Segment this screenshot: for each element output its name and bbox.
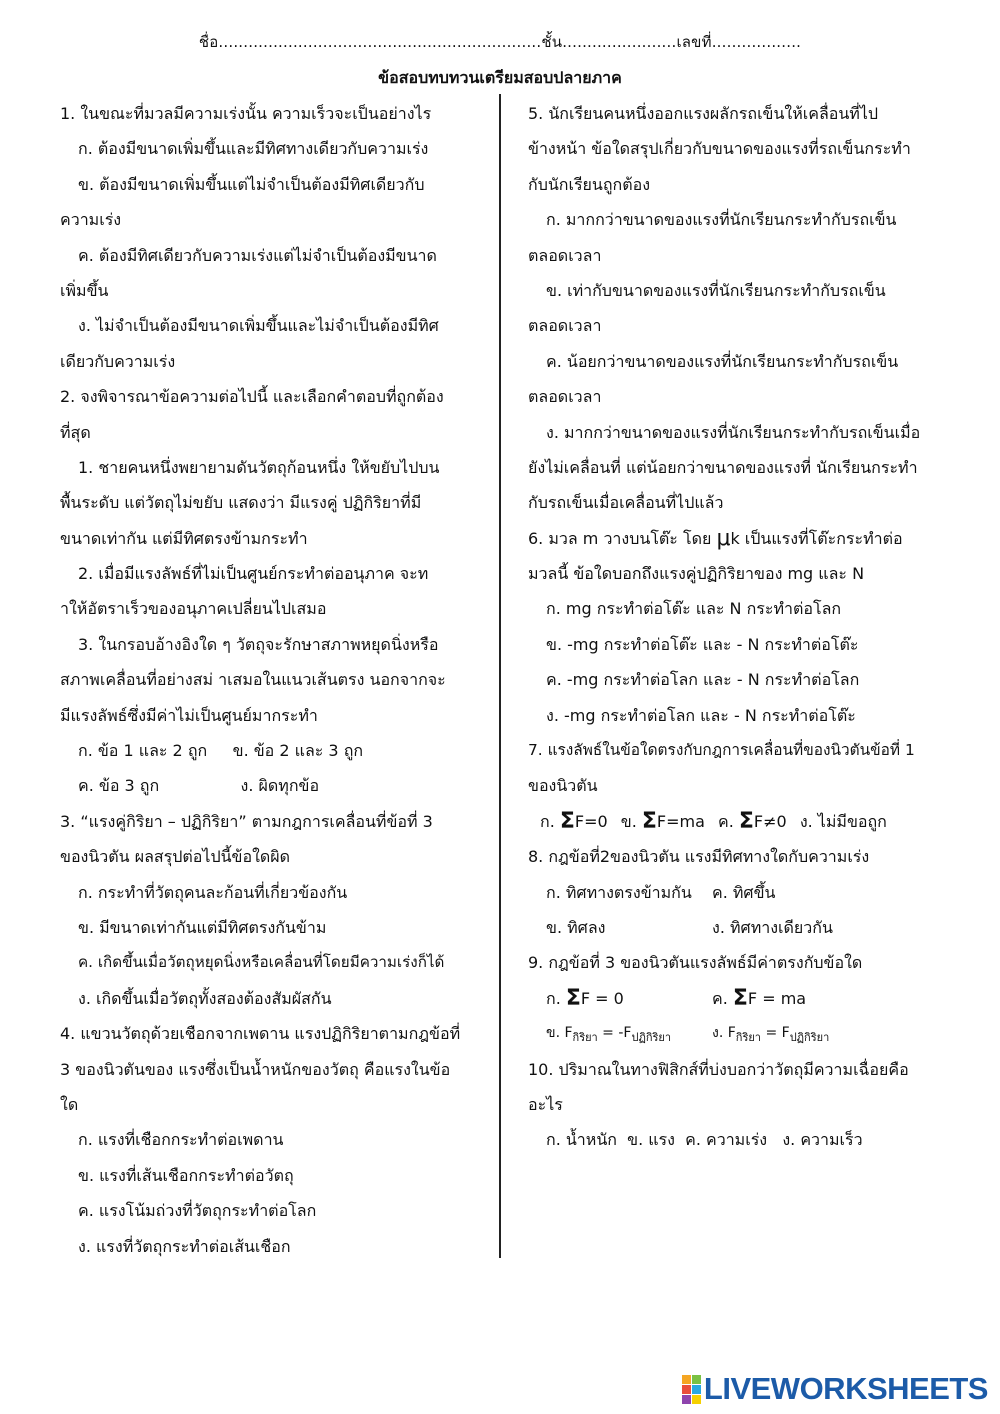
q4-choice-c: ค. แรงโน้มถ่วงที่วัตถุกระทำต่อโลก — [78, 1201, 317, 1221]
q9-choice-d-mid: = F — [761, 1025, 790, 1042]
q5-choice-c: ค. น้อยกว่าขนาดของแรงที่นักเรียนกระทำกับรถเข็น — [546, 351, 899, 371]
sigma-symbol: Σ — [738, 808, 754, 834]
q9-choice-d — [712, 1025, 830, 1044]
q6-stem-cont: มวลนี้ ข้อใดบอกถึงแรงคู่ปฏิกิริยาของ mg และ N — [528, 564, 865, 584]
q8-stem: 8. กฎข้อที่2ของนิวตัน แรงมีทิศทางใดกับความเร่ง — [528, 847, 870, 867]
q9-choice-c-label: ค. — [712, 988, 733, 1008]
q2-statement-1: 1. ชายคนหนึ่งพยายามดันวัตถุก้อนหนึ่ง ให้ขยับไปบน — [78, 457, 440, 477]
q2-statement-1-cont: พื้นระดับ แต่วัตถุไม่ขยับ แสดงว่า มีแรงคู่ ปฏิกิริยาที่มี — [60, 493, 422, 513]
q9-choice-b-sub2: ปฏิกิริยา — [631, 1030, 672, 1044]
logo-block — [692, 1385, 701, 1394]
q1-choice-d: ง. ไม่จำเป็นต้องมีขนาดเพิ่มขึ้นและไม่จำเป็นต้องมีทิศ — [78, 316, 439, 336]
q5-choice-a: ก. มากกว่าขนาดของแรงที่นักเรียนกระทำกับรถเข็น — [546, 210, 897, 230]
sigma-symbol: Σ — [732, 985, 748, 1011]
q9-choice-a-text: F = 0 — [580, 988, 624, 1008]
q5-stem-cont: ข้างหน้า ข้อใดสรุปเกี่ยวกับขนาดของแรงที่รถเข็นกระทำ — [528, 139, 911, 159]
q5-choice-a-cont: ตลอดเวลา — [528, 245, 602, 265]
liveworksheets-logo-text: LIVEWORKSHEETS — [703, 1371, 988, 1406]
logo-block — [682, 1375, 691, 1384]
q8-choice-c: ค. ทิศขึ้น — [712, 882, 776, 902]
q5-choice-d-cont: ยังไม่เคลื่อนที่ แต่น้อยกว่าขนาดของแรงที่ นักเรียนกระทำ — [528, 457, 918, 477]
q4-stem: 4. แขวนวัตถุด้วยเชือกจากเพดาน แรงปฏิกิริยาตามกฎข้อที่ — [60, 1024, 461, 1044]
q7-choice-a-text: F=0 — [574, 811, 608, 831]
q2-stem-cont: ที่สุด — [60, 422, 91, 442]
q4-choice-a: ก. แรงที่เชือกกระทำต่อเพดาน — [78, 1130, 284, 1150]
q9-choices-row1 — [528, 981, 948, 1016]
q8-choice-d: ง. ทิศทางเดียวกัน — [712, 917, 833, 937]
q5-stem-cont2: กับนักเรียนถูกต้อง — [528, 174, 651, 194]
q2-stem: 2. จงพิจารณาข้อความต่อไปนี้ และเลือกคำตอบที่ถูกต้อง — [60, 387, 444, 407]
q10-stem-cont: อะไร — [528, 1094, 563, 1114]
q9-choice-a-label: ก. — [546, 988, 566, 1008]
q7-choice-b-label: ข. — [620, 811, 642, 831]
q6-choice-c: ค. -mg กระทำต่อโลก และ - N กระทำต่อโลก — [546, 670, 860, 690]
q3-choice-a: ก. กระทำที่วัตถุคนละก้อนที่เกี่ยวข้องกัน — [78, 882, 348, 902]
q5-choice-b: ข. เท่ากับขนาดของแรงที่นักเรียนกระทำกับรถเข็น — [546, 280, 886, 300]
q3-stem: 3. “แรงคู่กิริยา – ปฏิกิริยา” ตามกฎการเคลื่อนที่ข้อที่ 3 — [60, 811, 433, 831]
q2-statement-3-cont: สภาพเคลื่อนที่อย่างสม่ าเสมอในแนวเส้นตรง นอกจากจะ — [60, 670, 446, 690]
q5-choice-b-cont: ตลอดเวลา — [528, 316, 602, 336]
q2-statement-2: 2. เมื่อมีแรงลัพธ์ที่ไม่เป็นศูนย์กระทำต่ออนุภาค จะท — [78, 564, 429, 584]
q8-choice-a: ก. ทิศทางตรงข้ามกัน — [546, 882, 692, 902]
student-info-line: ชื่อ.................................................................ชั้น.......................เลขที่.................. — [198, 33, 802, 51]
q7-choice-a-label: ก. — [540, 811, 560, 831]
logo-block — [682, 1395, 691, 1404]
q4-choice-b: ข. แรงที่เส้นเชือกกระทำต่อวัตถุ — [78, 1165, 294, 1185]
q6-choice-b: ข. -mg กระทำต่อโต๊ะ และ - N กระทำต่อโต๊ะ — [546, 634, 859, 654]
q7-choice-c-text: F≠0 — [753, 811, 787, 831]
q4-stem-cont: 3 ของนิวตันของ แรงซึ่งเป็นน้ำหนักของวัตถุ คือแรงในข้อ — [60, 1059, 451, 1079]
q8-choices-row2 — [528, 910, 948, 945]
q9-choice-b-mid: = -F — [597, 1025, 632, 1042]
q9-choice-b — [546, 1016, 712, 1055]
q2-choices-cd: ค. ข้อ 3 ถูก ง. ผิดทุกข้อ — [78, 776, 320, 796]
q6-stem-pre: 6. มวล m วางบนโต๊ะ โดย — [528, 528, 717, 548]
liveworksheets-logo[interactable] — [682, 1372, 988, 1406]
q2-statement-1-cont2: ขนาดเท่ากัน แต่มีทิศตรงข้ามกระทำ — [60, 528, 308, 548]
q7-choice-d: ง. ไม่มีขอถูก — [799, 811, 887, 831]
q8-choices-row1 — [528, 875, 948, 910]
q9-choice-b-sub1: กิริยา — [572, 1030, 598, 1044]
q9-choice-a — [546, 981, 712, 1016]
q7-choices — [528, 804, 948, 839]
q1-choice-c-cont: เพิ่มขึ้น — [60, 280, 109, 300]
q9-stem: 9. กฎข้อที่ 3 ของนิวตันแรงลัพธ์มีค่าตรงกับข้อใด — [528, 953, 863, 973]
q1-choice-b: ข. ต้องมีขนาดเพิ่มขึ้นแต่ไม่จำเป็นต้องมีทิศเดียวกับ — [78, 174, 425, 194]
q9-choice-c-text: F = ma — [747, 988, 807, 1008]
q2-choices-ab: ก. ข้อ 1 และ 2 ถูก ข. ข้อ 2 และ 3 ถูก — [78, 741, 364, 761]
q5-choice-d-cont2: กับรถเข็นเมื่อเคลื่อนที่ไปแล้ว — [528, 493, 724, 513]
q4-choice-d: ง. แรงที่วัตถุกระทำต่อเส้นเชือก — [78, 1236, 291, 1256]
q10-stem: 10. ปริมาณในทางฟิสิกส์ที่บ่งบอกว่าวัตถุมีความเฉื่อยคือ — [528, 1059, 909, 1079]
q1-stem: 1. ในขณะที่มวลมีความเร่งนั้น ความเร็วจะเป็นอย่างไร — [60, 104, 432, 123]
liveworksheets-logo-icon — [682, 1375, 700, 1403]
q2-statement-2-cont: าให้อัตราเร็วของอนุภาคเปลี่ยนไปเสมอ — [60, 599, 327, 619]
q5-choice-d: ง. มากกว่าขนาดของแรงที่นักเรียนกระทำกับรถเข็นเมื่อ — [546, 422, 921, 442]
q9-choice-d-sub2: ปฏิกิริยา — [789, 1030, 830, 1044]
column-divider — [499, 94, 501, 1258]
q6-stem-post: k เป็นแรงที่โต๊ะกระทำต่อ — [730, 528, 903, 548]
q5-stem: 5. นักเรียนคนหนึ่งออกแรงผลักรถเข็นให้เคลื่อนที่ไป — [528, 104, 879, 123]
q9-choice-c — [712, 985, 807, 1011]
q7-stem-cont: ของนิวตัน — [528, 776, 598, 796]
q6-choice-a: ก. mg กระทำต่อโต๊ะ และ N กระทำต่อโลก — [546, 599, 842, 619]
q7-choice-c-label: ค. — [718, 811, 739, 831]
q1-choice-a: ก. ต้องมีขนาดเพิ่มขึ้นและมีทิศทางเดียวกับความเร่ง — [78, 139, 429, 159]
right-column — [528, 96, 948, 1158]
q6-stem — [528, 521, 948, 556]
q7-stem: 7. แรงลัพธ์ในข้อใดตรงกับกฎการเคลื่อนที่ของนิวตันข้อที่ 1 — [528, 741, 915, 760]
mu-symbol: μ — [716, 525, 731, 551]
q2-statement-3: 3. ในกรอบอ้างอิงใด ๆ วัตถุจะรักษาสภาพหยุดนิ่งหรือ — [78, 634, 439, 654]
q7-choice-b-text: F=ma — [656, 811, 705, 831]
q4-stem-cont2: ใด — [60, 1094, 79, 1114]
q1-choice-d-cont: เดียวกับความเร่ง — [60, 351, 176, 371]
q1-choice-b-cont: ความเร่ง — [60, 210, 122, 230]
q6-choice-d: ง. -mg กระทำต่อโลก และ - N กระทำต่อโต๊ะ — [546, 705, 856, 725]
q3-choice-c: ค. เกิดขึ้นเมื่อวัตถุหยุดนิ่งหรือเคลื่อนที่โดยมีความเร่งก็ได้ — [78, 953, 445, 972]
q10-choices: ก. น้ำหนัก ข. แรง ค. ความเร่ง ง. ความเร็ว — [546, 1130, 863, 1150]
exam-title: ข้อสอบทบทวนเตรียมสอบปลายภาค — [378, 68, 622, 87]
q3-choice-d: ง. เกิดขึ้นเมื่อวัตถุทั้งสองต้องสัมผัสกัน — [78, 988, 332, 1008]
sigma-symbol: Σ — [641, 808, 657, 834]
q9-choices-row2 — [528, 1016, 948, 1051]
logo-block — [692, 1395, 701, 1404]
sigma-symbol: Σ — [559, 808, 575, 834]
q5-choice-c-cont: ตลอดเวลา — [528, 387, 602, 407]
sigma-symbol: Σ — [565, 985, 581, 1011]
q9-choice-d-label: ง. F — [712, 1025, 736, 1042]
q3-stem-cont: ของนิวตัน ผลสรุปต่อไปนี้ข้อใดผิด — [60, 847, 291, 867]
left-column — [60, 96, 480, 1264]
q2-statement-3-cont2: มีแรงลัพธ์ซึ่งมีค่าไม่เป็นศูนย์มากระทำ — [60, 705, 318, 725]
q1-choice-c: ค. ต้องมีทิศเดียวกับความเร่งแต่ไม่จำเป็นต้องมีขนาด — [78, 245, 437, 265]
logo-block — [692, 1375, 701, 1384]
q3-choice-b: ข. มีขนาดเท่ากันแต่มีทิศตรงกันข้าม — [78, 917, 327, 937]
q9-choice-d-sub1: กิริยา — [735, 1030, 761, 1044]
logo-block — [682, 1385, 691, 1394]
q9-choice-b-label: ข. F — [546, 1025, 573, 1042]
q8-choice-b: ข. ทิศลง — [546, 917, 606, 937]
